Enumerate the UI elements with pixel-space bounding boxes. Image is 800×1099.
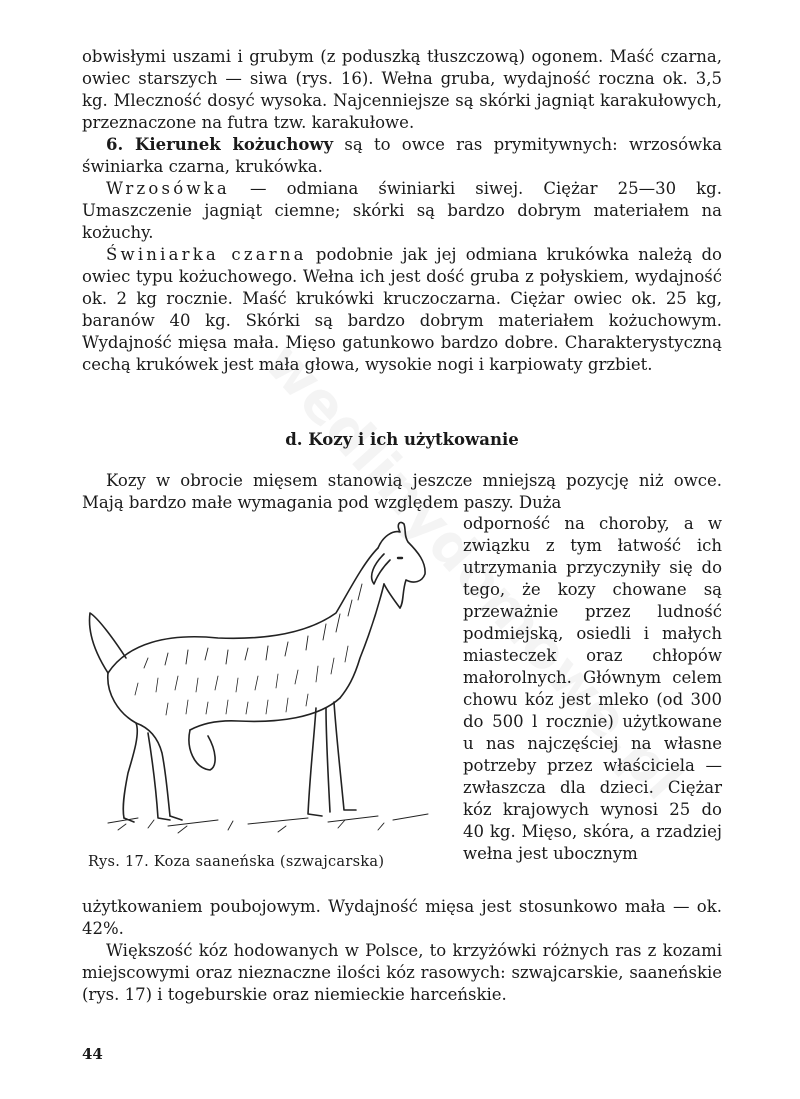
text-block-goats-end — [82, 896, 722, 1006]
spaced-term: Świniarka czarna — [106, 245, 307, 264]
bold-term: 6. Kierunek kożuchowy — [106, 135, 334, 154]
spaced-term: Wrzosówka — [106, 179, 230, 198]
figure-caption: Rys. 17. Koza saaneńska (szwajcarska) — [88, 854, 385, 870]
paragraph-text: podobnie jak jej odmiana krukówka należą do owiec typu kożuchowego. Wełna ich jest dość gruba z połyskiem, wydajność ok. 2 kg rocznie. Maść krukówki kruczoczarna. Ciężar owiec ok. 25 kg, baranów 40 kg. Skórki są bardzo dobrym materiałem kożuchowym. Wydajność mięsa mała. Mięso gatunkowo bardzo dobre. Charakterystyczną cechą krukówek jest mała głowa, wysokie nogi i karpiowaty grzbiet. — [82, 245, 722, 374]
paragraph-text: — odmiana świniarki siwej. Ciężar 25—30 kg. Umaszczenie jagniąt ciemne; skórki są bardzo dobrym materiałem na kożuchy. — [82, 179, 722, 242]
page-number: 44 — [82, 1045, 103, 1063]
goat-icon — [78, 518, 450, 848]
paragraph-kozuchowy — [82, 134, 722, 178]
paragraph-goats-intro: Kozy w obrocie mięsem stanowią jeszcze mniejszą pozycję niż owce. Mają bardzo małe wymagania pod względem paszy. Duża — [82, 471, 722, 512]
paragraph-swiniarka — [82, 244, 722, 376]
paragraph-text: są to owce ras prymitywnych: wrzosówka świniarka czarna, krukówka. — [82, 135, 722, 176]
goat-illustration — [78, 518, 450, 848]
paragraph-wrzosowka — [82, 178, 722, 244]
paragraph-yield: użytkowaniem poubojowym. Wydajność mięsa jest stosunkowo mała — ok. 42%. — [82, 897, 722, 938]
paragraph-karakul: obwisłymi uszami i grubym (z poduszką tłuszczową) ogonem. Maść czarna, owiec starszych — siwa (rys. 16). Wełna gruba, wydajność roczna ok. 3,5 kg. Mleczność dosyć wysoka. Najcenniejsze są skórki jagniąt karakułowych, przeznaczone na futra tzw. karakułowe. — [82, 47, 722, 132]
text-block-sheep — [82, 46, 722, 376]
section-heading: d. Kozy i ich użytkowanie — [285, 430, 519, 449]
paragraph-goats-column: odporność na choroby, a w związku z tym łatwość ich utrzymania przyczyniły się do tego, że kozy chowane są przeważnie przez ludność podmiejską, osiedli i małych miasteczek oraz chłopów małorolnych. Głównym celem chowu kóz jest mleko (od 300 do 500 l rocznie) użytkowane u nas najczęściej na własne potrzeby przez właściciela — zwłaszcza dla dzieci. Ciężar kóz krajowych wynosi 25 do 40 kg. Mięso, skóra, a rzadziej wełna jest ubocznym — [463, 514, 722, 863]
paragraph-breeds: Większość kóz hodowanych w Polsce, to krzyżówki różnych ras z kozami miejscowymi oraz nieznaczne ilości kóz rasowych: szwajcarskie, saaneńskie (rys. 17) i togeburskie oraz niemieckie harceńskie. — [82, 941, 722, 1004]
